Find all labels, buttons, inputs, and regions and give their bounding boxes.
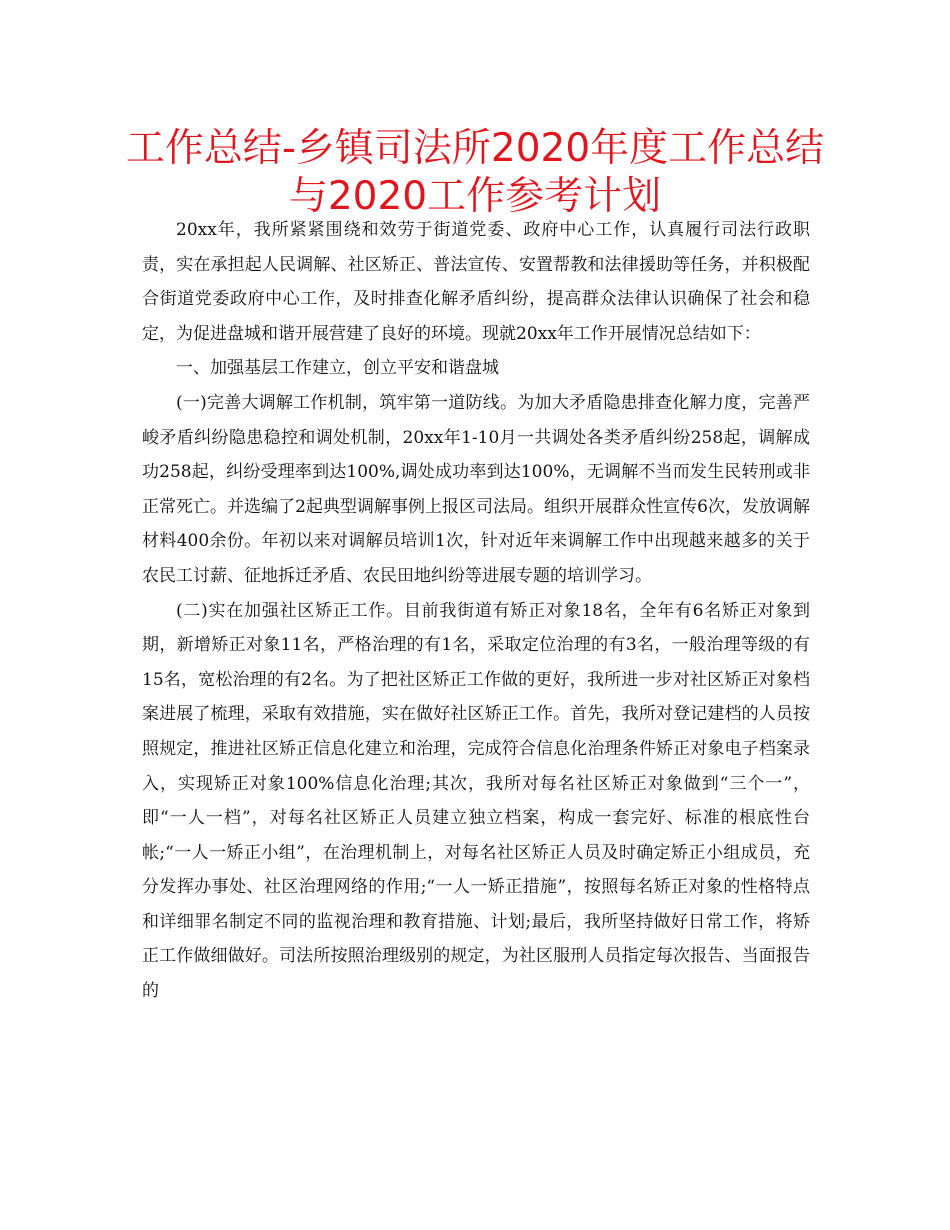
paragraph-intro: 20xx年，我所紧紧围绕和效劳于街道党委、政府中心工作，认真履行司法行政职责，实在承担起人民调解、社区矫正、普法宣传、安置帮教和法律援助等任务，并积极配合街道党委政府中心工作，及时排查化解矛盾纠纷，提高群众法律认识确保了社会和稳定，为促进盘城和谐开展营建了良好的环境。现就20xx年工作开展情况总结如下： [142,220,810,344]
document-body [142,213,810,1009]
paragraph-mediation: (一)完善大调解工作机制，筑牢第一道防线。为加大矛盾隐患排查化解力度，完善严峻矛盾纠纷隐患稳控和调处机制，20xx年1-10月一共调处各类矛盾纠纷258起，调解成功258起，纠纷受理率到达100%,调处成功率到达100%，无调解不当而发生民转刑或非正常死亡。并选编了2起典型调解事例上报区司法局。组织开展群众性宣传6次，发放调解材料400余份。年初以来对调解员培训1次，针对近年来调解工作中出现越来越多的关于农民工讨薪、征地拆迁矛盾、农民田地纠纷等进展专题的培训学习。 [142,392,810,586]
section-heading-1: 一、加强基层工作建立，创立平安和谐盘城 [176,358,499,379]
title-line-2: 与2020工作参考计划 [288,174,662,219]
document-title [100,125,850,221]
title-line-1: 工作总结-乡镇司法所2020年度工作总结 [125,126,825,171]
paragraph-correction: (二)实在加强社区矫正工作。目前我街道有矫正对象18名，全年有6名矫正对象到期，新增矫正对象11名，严格治理的有1名，采取定位治理的有3名，一般治理等级的有15名，宽松治理的有2名。为了把社区矫正工作做的更好，我所进一步对社区矫正对象档案进展了梳理，采取有效措施，实在做好社区矫正工作。首先，我所对登记建档的人员按照规定，推进社区矫正信息化建立和治理，完成符合信息化治理条件矫正对象电子档案录入，实现矫正对象100%信息化治理;其次，我所对每名社区矫正对象做到“三个一”，即“一人一档”，对每名社区矫正人员建立独立档案，构成一套完好、标准的根底性台帐;“一人一矫正小组”，在治理机制上，对每名社区矫正人员及时确定矫正小组成员，充分发挥办事处、社区治理网络的作用;“一人一矫正措施”，按照每名矫正对象的性格特点和详细罪名制定不同的监视治理和教育措施、计划;最后，我所坚持做好日常工作，将矫正工作做细做好。司法所按照治理级别的规定，为社区服刑人员指定每次报告、当面报告的 [142,600,810,1002]
